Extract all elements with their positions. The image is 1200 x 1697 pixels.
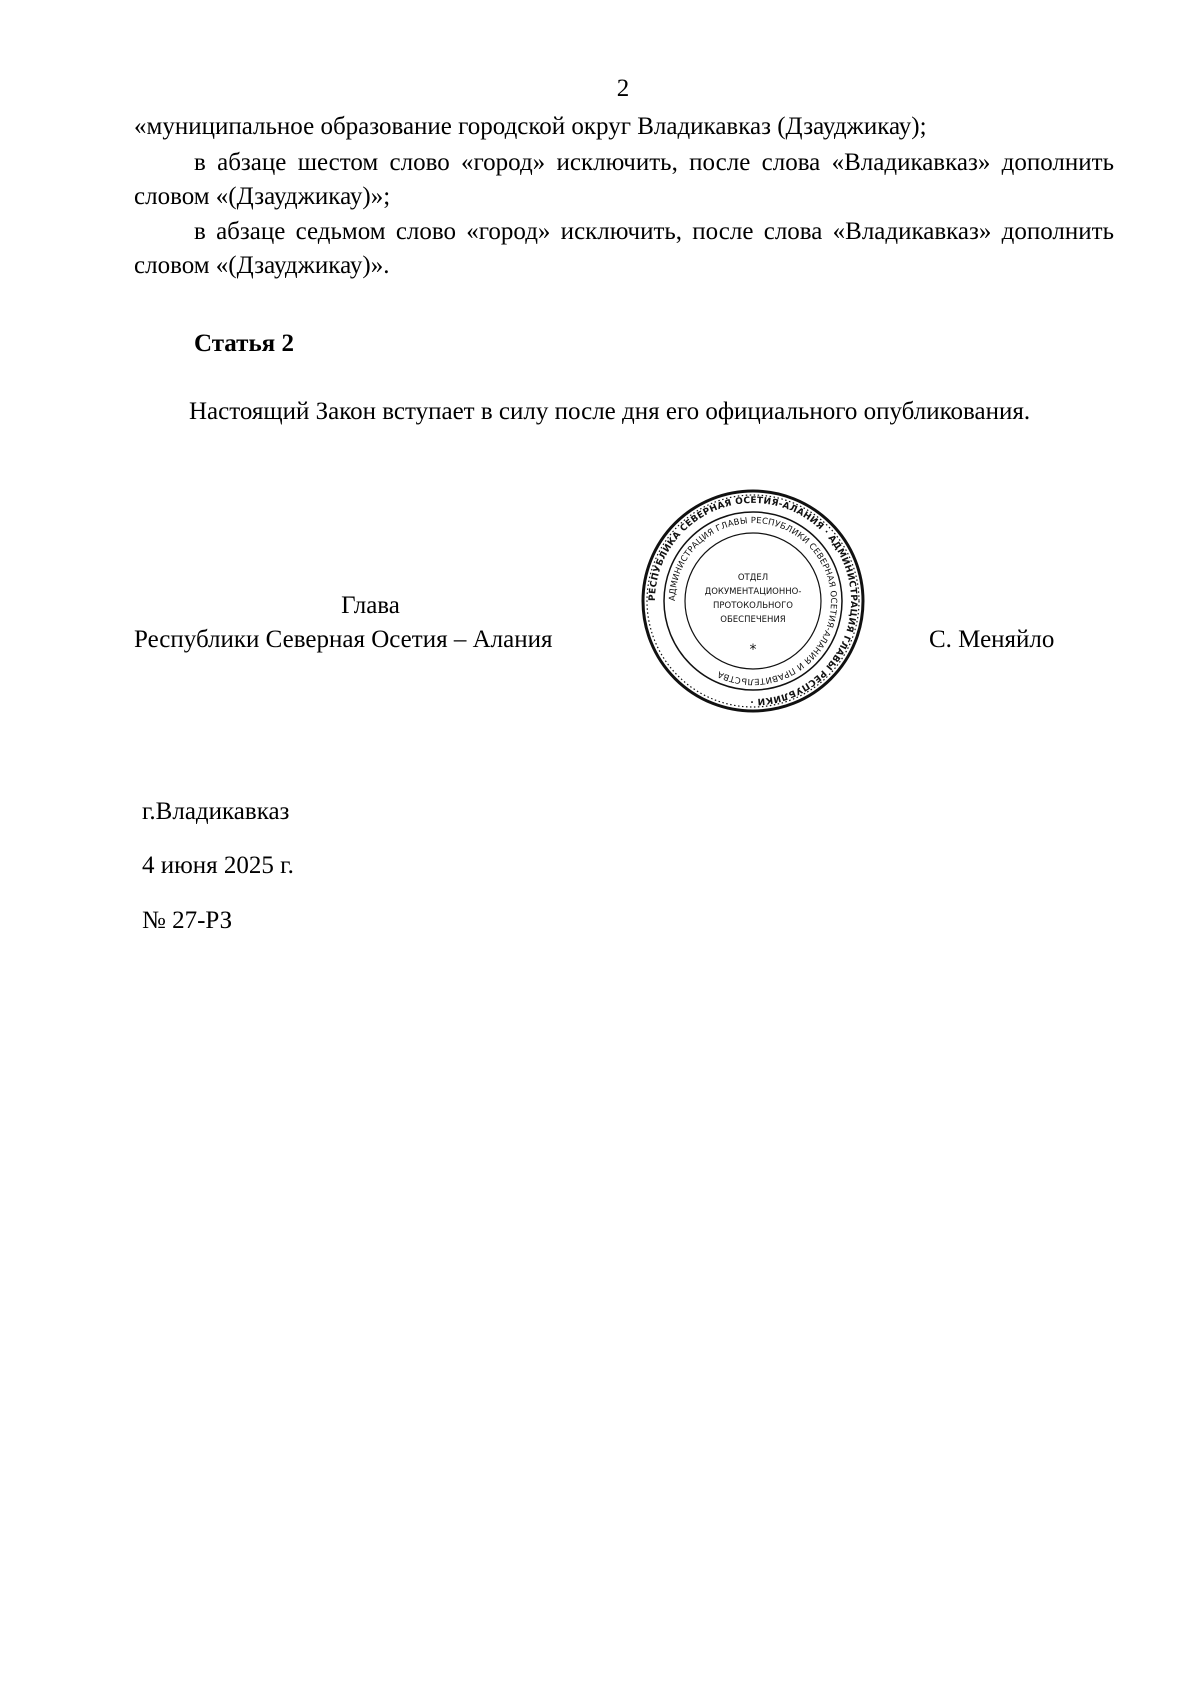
paragraph-seventh: в абзаце седьмом слово «город» исключить, после слова «Владикавказ» дополнить словом «(Дзауджикау)». <box>134 218 1114 279</box>
seal-star: * <box>749 642 757 658</box>
seal-inner-text: АДМИНИСТРАЦИЯ ГЛАВЫ РЕСПУБЛИКИ СЕВЕРНАЯ ОСЕТИЯ-АЛАНИЯ И ПРАВИТЕЛЬСТВА <box>667 515 839 687</box>
paragraph-sixth: в абзаце шестом слово «город» исключить, после слова «Владикавказ» дополнить словом «(Дзауджикау)»; <box>134 149 1114 210</box>
page-number: 2 <box>616 75 630 102</box>
footer-date: 4 июня 2025 г. <box>142 852 294 879</box>
footer-city: г.Владикавказ <box>142 798 290 825</box>
seal-center-line-1: ОТДЕЛ <box>737 573 769 583</box>
article-heading: Статья 2 <box>194 330 294 357</box>
signature-name: С. Меняйло <box>929 626 1055 653</box>
paragraph-municipal: «муниципальное образование городской округ Владикавказ (Дзауджикау); <box>134 113 927 140</box>
footer-number: № 27-РЗ <box>142 907 233 934</box>
seal-center-line-2: ДОКУМЕНТАЦИОННО- <box>704 587 802 597</box>
seal-outer-text: РЕСПУБЛИКА СЕВЕРНАЯ ОСЕТИЯ-АЛАНИЯ · АДМИНИСТРАЦИЯ ГЛАВЫ РЕСПУБЛИКИ · <box>647 495 859 707</box>
seal-center-text <box>705 573 802 625</box>
seal-center-line-4: ОБЕСПЕЧЕНИЯ <box>720 615 786 625</box>
official-seal <box>640 488 866 714</box>
seal-center-line-3: ПРОТОКОЛЬНОГО <box>713 601 793 611</box>
signature-title-line1: Глава <box>341 592 400 619</box>
signature-title-line2: Республики Северная Осетия – Алания <box>134 626 553 653</box>
article-text: Настоящий Закон вступает в силу после дня его официального опубликования. <box>189 398 1031 425</box>
